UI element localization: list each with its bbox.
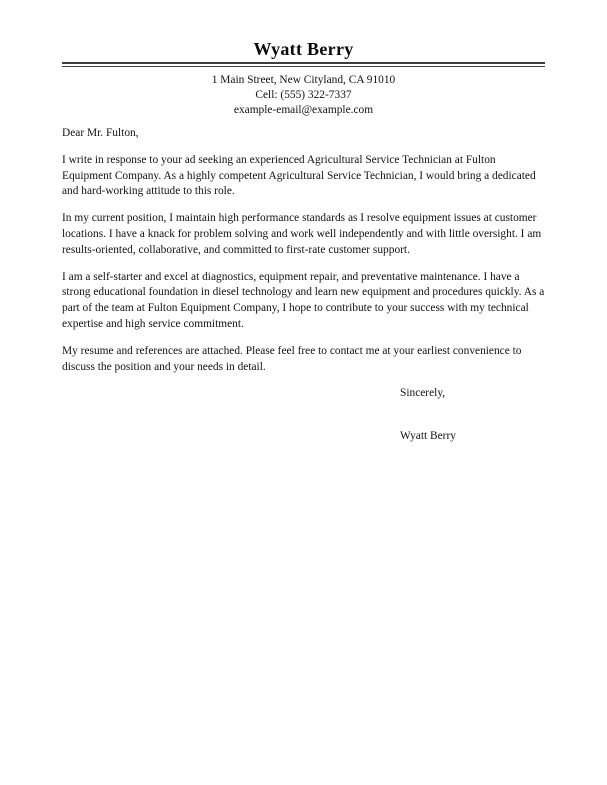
body-paragraph-intro: I write in response to your ad seeking an experienced Agricultural Service Technician at Fulton Equipment Company. As a highly competent Agricultural Service Technician, I would bring a dedicated and hard-working attitude to this role. [62, 153, 536, 198]
header-double-rule [62, 62, 545, 67]
contact-address: 1 Main Street, New Cityland, CA 91010 [211, 74, 396, 86]
applicant-name: Wyatt Berry [253, 39, 354, 59]
contact-block [62, 73, 545, 118]
body-paragraph-current-position: In my current position, I maintain high performance standards as I resolve equipment issues at customer locations. I have a knack for problem solving and work well independently and with little oversight. I am results-oriented, collaborative, and committed to first-rate customer support. [62, 212, 542, 256]
closing-line: Sincerely, [400, 387, 446, 400]
body-paragraph-call-to-action: My resume and references are attached. Please feel free to contact me at your earliest convenience to discuss the position and your needs in detail. [62, 344, 522, 373]
contact-email: example-email@example.com [233, 104, 374, 116]
contact-phone: Cell: (555) 322-7337 [255, 89, 352, 101]
signature-name: Wyatt Berry [400, 430, 456, 443]
body-paragraph-skills: I am a self-starter and excel at diagnostics, equipment repair, and preventative maintenance. I have a strong educational foundation in diesel technology and learn new equipment and procedures quickly. As a part of the team at Fulton Equipment Company, I hope to contribute to your success with my technical expertise and high service commitment. [62, 270, 545, 330]
salutation: Dear Mr. Fulton, [62, 127, 139, 139]
